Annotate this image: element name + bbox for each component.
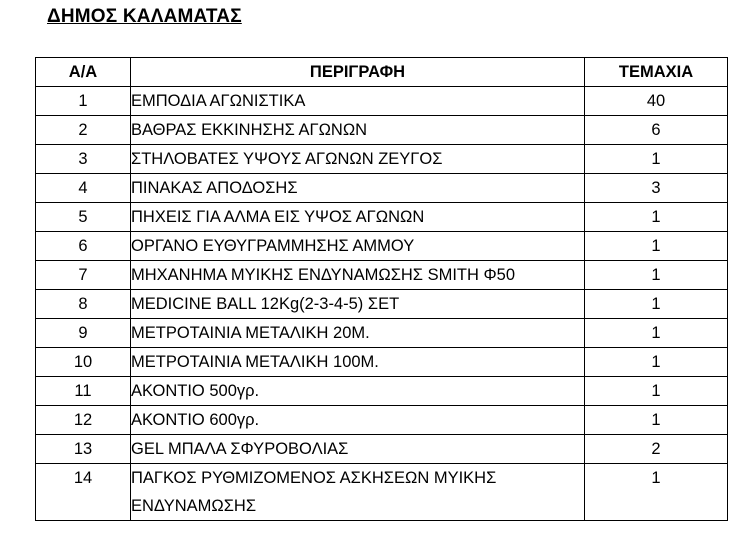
- table-row: [36, 203, 728, 232]
- row-description-cell: GEL ΜΠΑΛΑ ΣΦΥΡΟΒΟΛΙΑΣ: [131, 435, 585, 464]
- row-description-cell: ΠΙΝΑΚΑΣ ΑΠΟΔΟΣΗΣ: [131, 174, 585, 203]
- row-quantity-cell: 1: [585, 377, 728, 406]
- table-row: [36, 116, 728, 145]
- row-description-cell: ΠΗΧΕΙΣ ΓΙΑ ΑΛΜΑ ΕΙΣ ΥΨΟΣ ΑΓΩΝΩΝ: [131, 203, 585, 232]
- row-description-cell: ΜΕΤΡΟΤΑΙΝΙΑ ΜΕΤΑΛΙΚΗ 100Μ.: [131, 348, 585, 377]
- row-quantity-cell: 40: [585, 87, 728, 116]
- row-description-cell: ΑΚΟΝΤΙΟ 500γρ.: [131, 377, 585, 406]
- row-number-cell: 8: [36, 290, 131, 319]
- row-quantity-cell: 2: [585, 435, 728, 464]
- row-number-cell: 3: [36, 145, 131, 174]
- row-number-cell: 2: [36, 116, 131, 145]
- table-row: [36, 435, 728, 464]
- table-row: [36, 261, 728, 290]
- row-quantity-cell: 1: [585, 232, 728, 261]
- row-quantity-cell: 1: [585, 261, 728, 290]
- table-row: [36, 319, 728, 348]
- row-quantity-cell: 1: [585, 406, 728, 435]
- row-description-cell: ΕΜΠΟΔΙΑ ΑΓΩΝΙΣΤΙΚΑ: [131, 87, 585, 116]
- table-row: [36, 377, 728, 406]
- row-description-cell: ΠΑΓΚΟΣ ΡΥΘΜΙΖΟΜΕΝΟΣ ΑΣΚΗΣΕΩΝ ΜΥΙΚΗΣ ΕΝΔΥΝΑΜΩΣΗΣ: [131, 464, 585, 521]
- row-number-cell: 14: [36, 464, 131, 521]
- row-quantity-cell: 1: [585, 203, 728, 232]
- row-quantity-cell: 1: [585, 348, 728, 377]
- table-row: [36, 348, 728, 377]
- header-quantity: ΤΕΜΑΧΙΑ: [585, 58, 728, 87]
- row-number-cell: 10: [36, 348, 131, 377]
- row-description-cell: ΟΡΓΑΝΟ ΕΥΘΥΓΡΑΜΜΗΣΗΣ ΑΜΜΟΥ: [131, 232, 585, 261]
- row-number-cell: 12: [36, 406, 131, 435]
- row-number-cell: 11: [36, 377, 131, 406]
- row-number-cell: 1: [36, 87, 131, 116]
- row-description-cell: ΑΚΟΝΤΙΟ 600γρ.: [131, 406, 585, 435]
- row-quantity-cell: 3: [585, 174, 728, 203]
- table-header-row: [36, 58, 728, 87]
- row-quantity-cell: 1: [585, 145, 728, 174]
- row-number-cell: 9: [36, 319, 131, 348]
- row-quantity-cell: 1: [585, 319, 728, 348]
- table-row: [36, 290, 728, 319]
- row-description-cell: MEDICINE BALL 12Kg(2-3-4-5) ΣΕΤ: [131, 290, 585, 319]
- table-row: [36, 464, 728, 521]
- row-number-cell: 7: [36, 261, 131, 290]
- header-description: ΠΕΡΙΓΡΑΦΗ: [131, 58, 585, 87]
- header-number: Α/Α: [36, 58, 131, 87]
- row-number-cell: 13: [36, 435, 131, 464]
- table-row: [36, 145, 728, 174]
- row-description-cell: ΒΑΘΡΑΣ ΕΚΚΙΝΗΣΗΣ ΑΓΩΝΩΝ: [131, 116, 585, 145]
- row-quantity-cell: 1: [585, 464, 728, 521]
- row-quantity-cell: 1: [585, 290, 728, 319]
- row-number-cell: 4: [36, 174, 131, 203]
- row-quantity-cell: 6: [585, 116, 728, 145]
- items-table: [35, 57, 728, 521]
- table-row: [36, 87, 728, 116]
- row-description-cell: ΜΗΧΑΝΗΜΑ ΜΥΙΚΗΣ ΕΝΔΥΝΑΜΩΣΗΣ SMITH Φ50: [131, 261, 585, 290]
- row-number-cell: 5: [36, 203, 131, 232]
- row-description-cell: ΣΤΗΛΟΒΑΤΕΣ ΥΨΟΥΣ ΑΓΩΝΩΝ ΖΕΥΓΟΣ: [131, 145, 585, 174]
- row-number-cell: 6: [36, 232, 131, 261]
- document-title: ΔΗΜΟΣ ΚΑΛΑΜΑΤΑΣ: [47, 6, 242, 27]
- table-row: [36, 406, 728, 435]
- table-row: [36, 174, 728, 203]
- row-description-cell: ΜΕΤΡΟΤΑΙΝΙΑ ΜΕΤΑΛΙΚΗ 20Μ.: [131, 319, 585, 348]
- table-row: [36, 232, 728, 261]
